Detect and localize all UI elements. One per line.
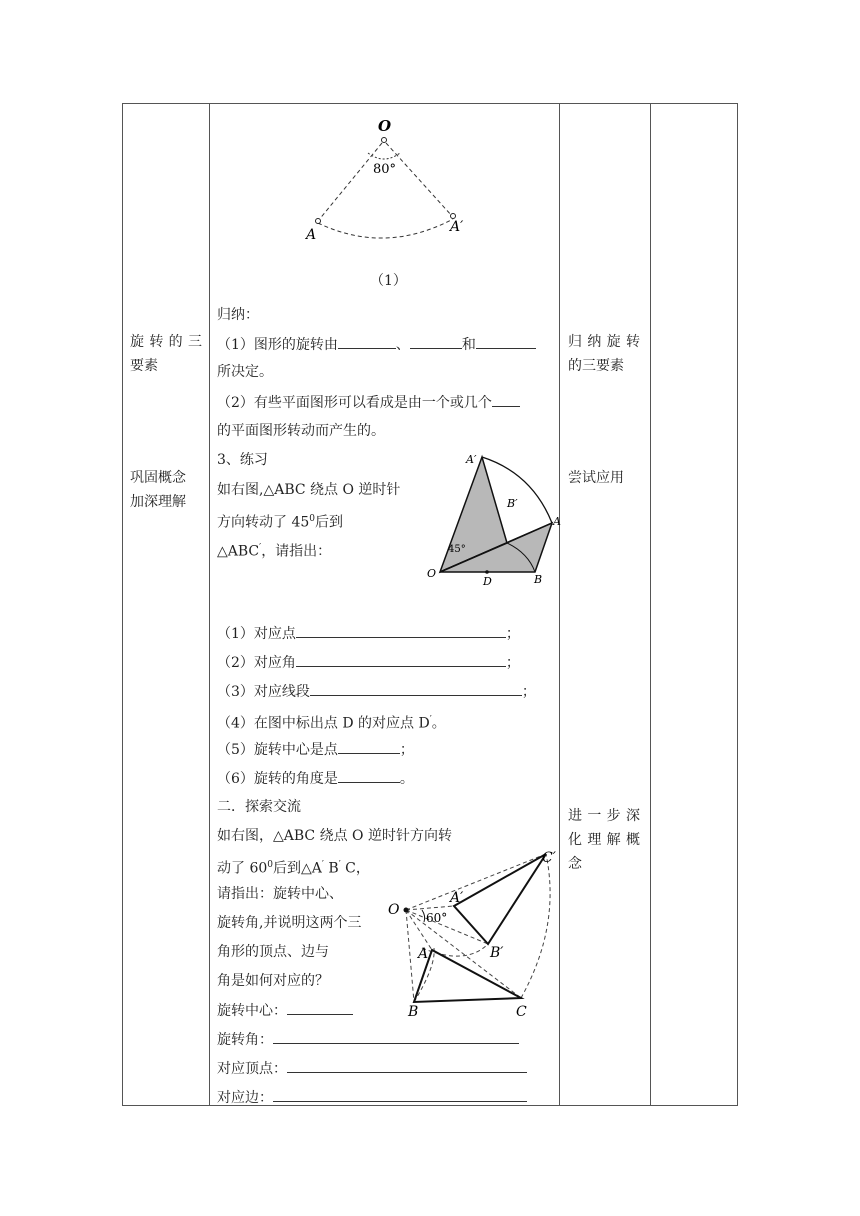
field-angle: 旋转角： xyxy=(217,1029,519,1050)
point-D xyxy=(485,570,489,574)
label-A: A xyxy=(306,227,317,243)
field-sides: 对应边： xyxy=(217,1087,527,1108)
field-vertices: 对应顶点： xyxy=(217,1058,527,1079)
blank[interactable] xyxy=(410,334,462,349)
answer-blank[interactable] xyxy=(296,652,506,667)
answer-blank[interactable] xyxy=(296,623,506,638)
label-B1: B′ xyxy=(490,945,504,961)
angle-arc xyxy=(422,910,425,922)
answer-blank[interactable] xyxy=(338,768,400,783)
practice-heading: 3、练习 xyxy=(217,452,268,468)
field-center: 旋转中心： xyxy=(217,1000,353,1021)
question-5: （5）旋转中心是点 ； xyxy=(217,739,414,760)
explore-line1: 如右图，△ABC 绕点 O 逆时针方向转 xyxy=(217,828,452,844)
label-A1: A′ xyxy=(450,890,464,906)
angle-label: 60° xyxy=(426,911,448,925)
question-2: （2）对应角 ； xyxy=(217,652,520,673)
explore-heading: 二．探索交流 xyxy=(217,799,301,815)
label-A2: A′ xyxy=(450,219,464,235)
ray-OA2 xyxy=(386,143,452,216)
explore-line4: 旋转角,并说明这两个三 xyxy=(217,915,362,931)
answer-blank[interactable] xyxy=(287,1058,527,1073)
triangle-A1B1C1 xyxy=(454,854,546,944)
question-3: （3）对应线段 ； xyxy=(217,681,536,702)
angle-label: 80° xyxy=(373,162,397,177)
left-three-elements-line1: 旋 转 的 三 xyxy=(130,334,202,350)
figure-rotation-60 xyxy=(386,846,568,1022)
left-consolidate: 巩固概念 加深理解 xyxy=(130,470,186,510)
explore-line6: 角是如何对应的？ xyxy=(217,973,329,989)
label-C1: C′ xyxy=(542,850,556,866)
figure-rotation-45 xyxy=(420,445,570,590)
point-O xyxy=(404,908,409,913)
ray-OC1 xyxy=(406,854,546,910)
label-B: B xyxy=(408,1004,419,1020)
ray-OA xyxy=(318,143,382,221)
right-try-apply: 尝试应用 xyxy=(568,470,624,486)
left-three-elements xyxy=(130,330,202,378)
question-1: （1）对应点 ； xyxy=(217,623,520,644)
answer-blank[interactable] xyxy=(273,1029,519,1044)
left-three-elements-line2: 要素 xyxy=(130,358,158,374)
summary-heading: 归纳： xyxy=(217,307,259,323)
figure1-caption: （1） xyxy=(370,273,407,289)
figure-rotation-80 xyxy=(300,115,480,245)
summary-item1: （1）图形的旋转由 、 和 xyxy=(217,334,536,355)
point-A2 xyxy=(451,214,456,219)
right-deepen: 进 一 步 深 化 理 解 概 念 xyxy=(568,808,640,872)
point-A xyxy=(316,219,321,224)
summary-item2: （2）有些平面图形可以看成是由一个或几个 xyxy=(217,392,520,413)
ray-OB xyxy=(406,910,414,1002)
label-O: O xyxy=(427,567,437,580)
column-divider xyxy=(209,104,210,1105)
question-4: （4）在图中标出点 D 的对应点 D′。 xyxy=(217,715,446,732)
label-O: O xyxy=(378,117,392,135)
practice-line1: 如右图,△ABC 绕点 O 逆时针 xyxy=(217,482,401,498)
question-6: （6）旋转的角度是 。 xyxy=(217,768,414,789)
summary-item2-end: 的平面图形转动而产生的。 xyxy=(217,423,385,439)
summary-item1-end: 所决定。 xyxy=(217,364,273,380)
label-A: A xyxy=(418,946,429,962)
label-B1: B′ xyxy=(507,497,518,510)
triangle-ABC xyxy=(414,950,521,1002)
blank[interactable] xyxy=(492,392,520,407)
label-B: B xyxy=(534,573,543,586)
label-A: A xyxy=(553,515,561,528)
answer-blank[interactable] xyxy=(273,1087,527,1102)
blank[interactable] xyxy=(338,334,396,349)
arc-CC1 xyxy=(521,854,550,998)
explore-line5: 角形的顶点、边与 xyxy=(217,944,329,960)
label-O: O xyxy=(388,902,400,918)
answer-blank[interactable] xyxy=(287,1000,353,1015)
answer-blank[interactable] xyxy=(310,681,522,696)
practice-line2: 方向转动了 $45^0$后到 xyxy=(217,514,343,531)
explore-line3: 请指出：旋转中心、 xyxy=(217,886,343,902)
practice-line3: △ABC′，请指出： xyxy=(217,543,332,560)
right-summarize: 归 纳 旋 转 的三要素 xyxy=(568,334,640,374)
label-A1: A′ xyxy=(466,453,477,466)
label-D: D xyxy=(483,575,492,588)
blank[interactable] xyxy=(476,334,536,349)
angle-label: 45° xyxy=(448,544,466,555)
arc-AA2 xyxy=(318,219,453,238)
point-O xyxy=(382,138,387,143)
answer-blank[interactable] xyxy=(338,739,400,754)
column-divider xyxy=(650,104,651,1105)
label-C: C xyxy=(516,1004,527,1020)
explore-line2: 动了 $60^0$后到△A′ B′ C， xyxy=(217,860,370,877)
